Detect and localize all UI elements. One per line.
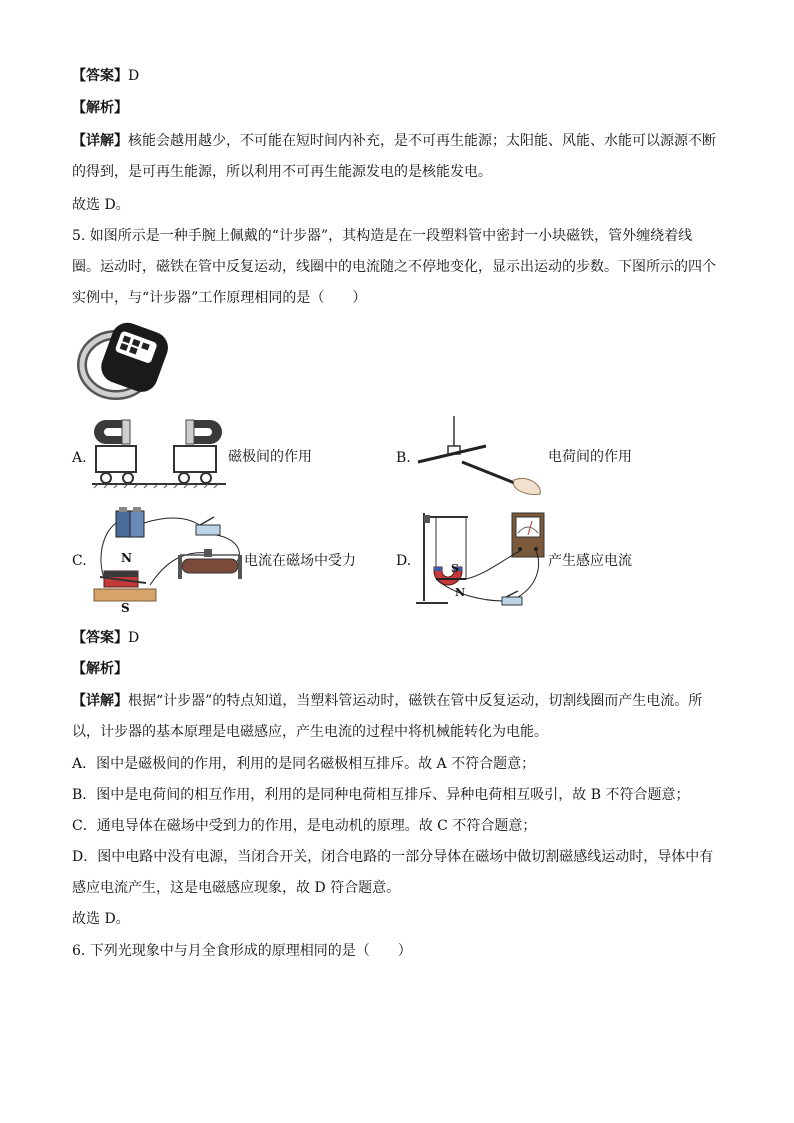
- answer-tag: 【答案】: [72, 630, 128, 646]
- option-c-n-pole: N: [121, 551, 132, 565]
- q5-answer: [72, 628, 139, 648]
- option-b-caption: 电荷间的作用: [548, 449, 632, 465]
- q5-analysis-d-line1: D．图中电路中没有电源，当闭合开关，闭合电路的一部分导体在磁场中做切割磁感线运动时，导体中有: [72, 849, 714, 865]
- option-d-label: D.: [396, 553, 412, 569]
- q5-stem-line2: 圈。运动时，磁铁在管中反复运动，线圈中的电流随之不停地变化，显示出运动的步数。下图所示的四个: [72, 259, 716, 275]
- answer-value: D: [128, 630, 140, 646]
- answer-tag: 【答案】: [72, 68, 128, 84]
- option-b-charged-rods-image: [414, 414, 546, 496]
- answer-value: D: [128, 68, 140, 84]
- q4-analysis-tag: 【解析】: [72, 100, 128, 116]
- option-b-label: B.: [396, 450, 411, 466]
- q4-detail-line1: 【详解】核能会越用越少，不可能在短时间内补充，是不可再生能源；太阳能、风能、水能可以源源不断: [72, 133, 716, 149]
- q4-choose: 故选 D。: [72, 197, 130, 213]
- q5-analysis-a: A．图中是磁极间的作用，利用的是同名磁极相互排斥。故 A 不符合题意；: [72, 756, 536, 772]
- q5-choose: 故选 D。: [72, 911, 130, 927]
- q5-analysis-b: B．图中是电荷间的相互作用，利用的是同种电荷相互排斥、异种电荷相互吸引，故 B 不符合题意；: [72, 787, 690, 803]
- option-a-label: A.: [72, 450, 87, 466]
- option-a-magnet-carts-image: [92, 414, 226, 492]
- q5-stem-line1: 5. 如图所示是一种手腕上佩戴的“计步器”，其构造是在一段塑料管中密封一小块磁铁，管外缠绕着线: [72, 228, 693, 244]
- option-d-electromagnetic-induction-image: [414, 505, 546, 611]
- q6-stem: 6. 下列光现象中与月全食形成的原理相同的是（ ）: [72, 943, 412, 959]
- q5-detail-line2: 以，计步器的基本原理是电磁感应，产生电流的过程中将机械能转化为电能。: [72, 724, 548, 740]
- q5-analysis-d-line2: 感应电流产生，这是电磁感应现象，故 D 符合题意。: [72, 880, 401, 896]
- option-d-n-pole: N: [455, 586, 466, 599]
- q4-detail-line2: 的得到，是可再生能源，所以利用不可再生能源发电的是核能发电。: [72, 164, 492, 180]
- option-c-caption: 电流在磁场中受力: [244, 553, 356, 569]
- detail-tag: 【详解】: [72, 693, 128, 709]
- q5-analysis-tag: 【解析】: [72, 661, 128, 677]
- option-c-label: C.: [72, 553, 87, 569]
- option-c-motor-principle-image: [90, 505, 246, 615]
- option-d-s-pole: S: [451, 562, 459, 575]
- q5-analysis-c: C．通电导体在磁场中受到力的作用，是电动机的原理。故 C 不符合题意；: [72, 818, 537, 834]
- option-c-s-pole: S: [121, 601, 130, 615]
- q4-answer: [72, 66, 139, 86]
- pedometer-wristband-image: [74, 320, 170, 400]
- detail-tag: 【详解】: [72, 133, 128, 149]
- q5-detail-line1: 【详解】根据“计步器”的特点知道，当塑料管运动时，磁铁在管中反复运动，切割线圈而产生电流。所: [72, 693, 703, 709]
- q5-stem-line3: 实例中，与“计步器”工作原理相同的是（ ）: [72, 290, 367, 306]
- option-d-caption: 产生感应电流: [548, 553, 632, 569]
- option-a-caption: 磁极间的作用: [228, 449, 312, 465]
